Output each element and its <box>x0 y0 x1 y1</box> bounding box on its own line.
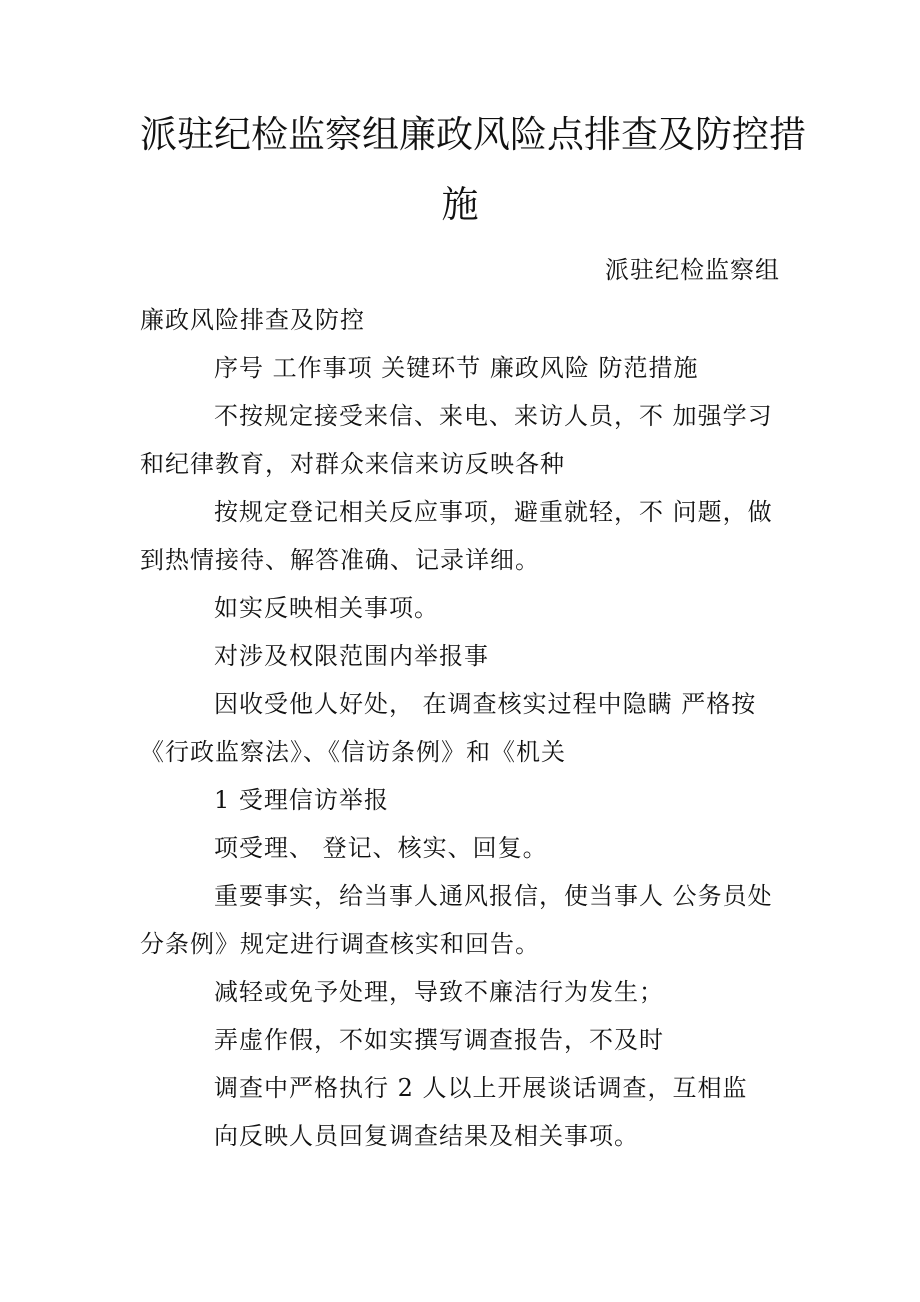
body-line: 分条例》规定进行调查核实和回告。 <box>140 930 540 958</box>
body-line: 如实反映相关事项。 <box>214 594 439 622</box>
body-line: 到热情接待、解答准确、记录详细。 <box>140 546 540 574</box>
document-author: 派驻纪检监察组 <box>605 256 780 284</box>
body-line: 《行政监察法》、《信访条例》和《机关 <box>140 738 566 766</box>
body-line: 对涉及权限范围内举报事 <box>214 642 489 670</box>
body-line: 和纪律教育，对群众来信来访反映各种 <box>140 450 565 478</box>
document-title-line-1: 派驻纪检监察组廉政风险点排查及防控措 <box>140 113 806 156</box>
body-line: 重要事实，给当事人通风报信，使当事人 公务员处 <box>214 882 773 910</box>
body-line: 因收受他人好处， 在调查核实过程中隐瞒 严格按 <box>214 690 757 718</box>
body-line: 向反映人员回复调查结果及相关事项。 <box>214 1122 639 1150</box>
document-title-line-2: 施 <box>441 183 479 226</box>
body-line: 1 受理信访举报 <box>214 786 389 814</box>
body-line: 弄虚作假，不如实撰写调查报告，不及时 <box>214 1026 664 1054</box>
table-header-line: 序号 工作事项 关键环节 廉政风险 防范措施 <box>214 354 699 382</box>
body-line: 减轻或免予处理，导致不廉洁行为发生； <box>214 978 664 1006</box>
body-line: 调查中严格执行 2 人以上开展谈话调查，互相监 <box>214 1074 748 1102</box>
body-line: 按规定登记相关反应事项，避重就轻，不 问题，做 <box>214 498 773 526</box>
body-line: 项受理、 登记、核实、回复。 <box>214 834 548 862</box>
document-subtitle: 廉政风险排查及防控 <box>140 306 365 334</box>
body-line: 不按规定接受来信、来电、来访人员，不 加强学习 <box>214 402 773 430</box>
